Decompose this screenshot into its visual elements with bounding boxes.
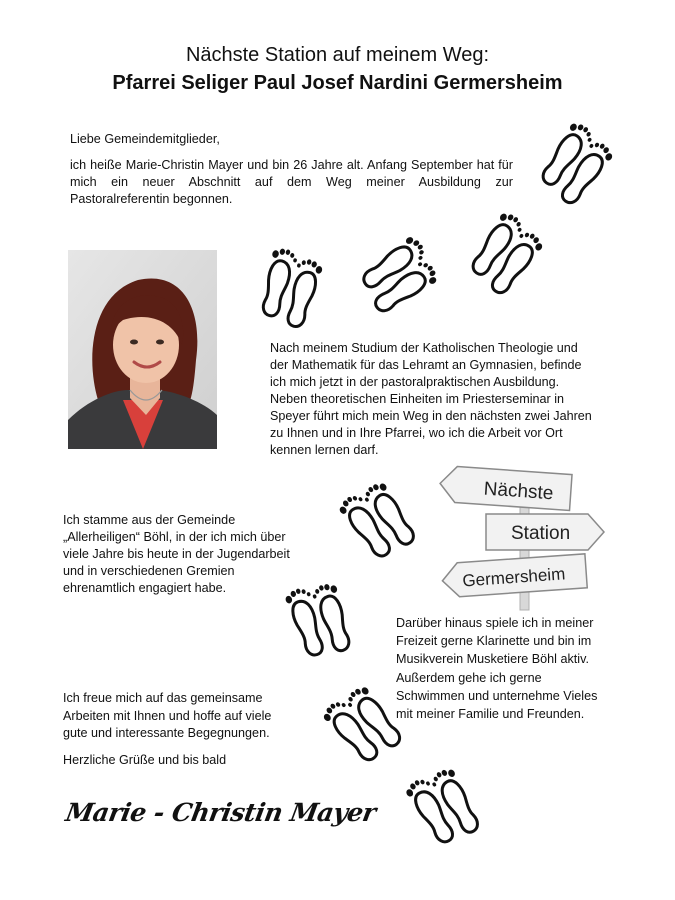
footprints-icon [362,236,437,316]
sign-germersheim [441,554,587,598]
origin-line: „Allerheiligen“ Böhl, in der ich mich über [63,530,286,544]
closing-line: Ich freue mich auf das gemeinsame [63,691,263,705]
hobbies-line: Schwimmen und unternehme Vieles [396,688,598,703]
hobbies-line: Freizeit gerne Klarinette und bin im [396,634,592,649]
studies-line: zu Ihnen und in Ihre Pfarrei, wo ich die Arbeit vor Ort [270,426,563,440]
hobbies-line: Musikverein Musketiere Böhl aktiv. [396,652,589,667]
sign-naechste [439,465,572,510]
greeting: Liebe Gemeindemitglieder, [70,132,220,146]
signature: Marie - Christin Mayer [63,798,379,827]
studies-line: Neben theoretischen Einheiten im Priesterseminar in [270,392,565,406]
closing-line: gute und interessante Begegnungen. [63,726,270,740]
footprints-icon [285,576,355,666]
sign-naechste-label: Nächste [483,478,555,505]
studies-line: Nach meinem Studium der Katholischen Theologie und [270,341,578,355]
page-title-line2: Pfarrei Seliger Paul Josef Nardini Germersheim [112,72,563,94]
hobbies-paragraph [396,614,656,723]
origin-line: Ich stamme aus der Gemeinde [63,513,236,527]
hobbies-line: mit meiner Familie und Freunden. [396,707,585,722]
hobbies-line: Außerdem gehe ich gerne [396,670,542,685]
origin-line: und in verschiedenen Gremien [63,564,235,578]
portrait-photo [68,250,217,449]
footprints-icon [405,766,485,846]
studies-line: ich mich jetzt in der pastoralpraktischen Ausbildung. [270,375,560,389]
hobbies-line: Darüber hinaus spiele ich in meiner [396,616,594,630]
closing-paragraph [63,690,343,743]
closing-line: Arbeiten mit Ihnen und hoffe auf viele [63,708,272,723]
footprints-icon [255,244,325,334]
origin-line: ehrenamtlich engagiert habe. [63,581,227,595]
page-title-line1: Nächste Station auf meinem Weg: [185,44,490,66]
footprints-icon [470,210,540,300]
studies-paragraph [270,340,660,459]
intro-paragraph: ich heiße Marie-Christin Mayer und bin 26 Jahre alt. Anfang September hat für mich ein neuer Abschnitt auf dem Weg meiner Ausbildung zur Pastoralreferentin begonnen. [70,158,513,206]
sign-germersheim-label: Germersheim [461,564,566,591]
sign-station-label: Station [511,523,571,544]
origin-line: viele Jahre bis heute in der Jugendarbeit [63,547,290,561]
footprints-icon [340,486,420,556]
studies-line: kennen lernen darf. [270,443,379,457]
footprints-icon [540,120,610,210]
sign-station [486,514,604,550]
studies-line: Speyer führt mich mein Weg in den nächsten zwei Jahren [270,409,592,423]
footprints-icon [325,690,405,760]
farewell: Herzliche Grüße und bis bald [63,753,227,767]
studies-line: der Mathematik für das Lehramt an Gymnasien, befinde [270,358,582,372]
portrait-illustration [68,250,217,449]
signpost-graphic [436,462,616,612]
